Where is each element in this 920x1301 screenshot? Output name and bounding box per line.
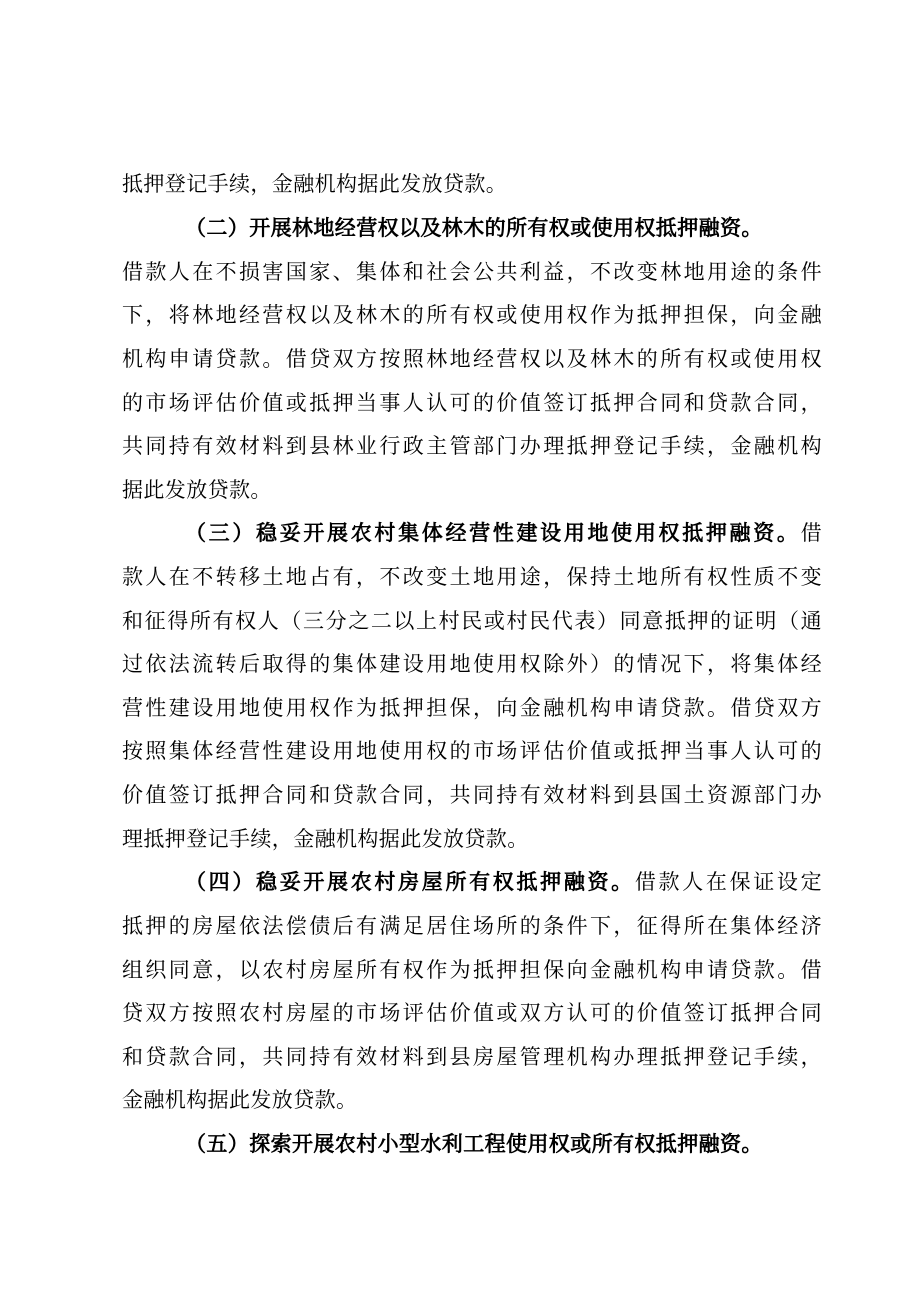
section-5-heading-text: （五）探索开展农村小型水利工程使用权或所有权抵押融资。 [185,1132,763,1156]
section-2-line: 借款人在不损害国家、集体和社会公共利益，不改变林地用途的条件 [122,260,822,284]
section-3-line: 营性建设用地使用权作为抵押担保，向金融机构申请贷款。借贷双方 [122,696,822,720]
section-2-line: 机构申请贷款。借贷双方按照林地经营权以及林木的所有权或使用权 [122,347,822,371]
section-2-line: 的市场评估价值或抵押当事人认可的价值签订抵押合同和贷款合同， [122,391,822,415]
section-4-line: 贷双方按照农村房屋的市场评估价值或双方认可的价值签订抵押合同 [122,1001,822,1025]
section-2-line: 下，将林地经营权以及林木的所有权或使用权作为抵押担保，向金融 [122,303,822,327]
section-3-line: 按照集体经营性建设用地使用权的市场评估价值或抵押当事人认可的 [122,739,822,763]
intro-line: 抵押登记手续，金融机构据此发放贷款。 [122,172,508,196]
section-2-heading-text: （二）开展林地经营权以及林木的所有权或使用权抵押融资。 [185,216,763,240]
section-4-line: 抵押的房屋依法偿债后有满足居住场所的条件下，征得所在集体经济 [122,914,822,938]
section-3-heading-text: （三）稳妥开展农村集体经营性建设用地使用权抵押融资。 [185,521,801,545]
section-2-heading [185,211,822,245]
section-4-heading [185,865,822,899]
section-3-heading-tail: 借 [800,521,822,545]
section-4-line: 金融机构据此发放贷款。 [122,1088,358,1112]
section-3-line: 理抵押登记手续，金融机构据此发放贷款。 [122,827,529,851]
section-4-heading-tail: 借款人在保证设定 [634,870,822,894]
section-3-line: 过依法流转后取得的集体建设用地使用权除外）的情况下，将集体经 [122,652,822,676]
section-5-heading [185,1127,822,1161]
section-3-heading [185,516,822,550]
section-4-heading-text: （四）稳妥开展农村房屋所有权抵押融资。 [185,870,635,894]
section-3-line: 和征得所有权人（三分之二以上村民或村民代表）同意抵押的证明（通 [122,609,822,633]
section-2-line: 据此发放贷款。 [122,478,272,502]
section-3-line: 款人在不转移土地占有，不改变土地用途，保持土地所有权性质不变 [122,565,822,589]
section-4-line: 组织同意，以农村房屋所有权作为抵押担保向金融机构申请贷款。借 [122,958,822,982]
section-3-line: 价值签订抵押合同和贷款合同，共同持有效材料到县国土资源部门办 [122,783,822,807]
section-2-line: 共同持有效材料到县林业行政主管部门办理抵押登记手续，金融机构 [122,434,822,458]
section-4-line: 和贷款合同，共同持有效材料到县房屋管理机构办理抵押登记手续， [122,1045,822,1069]
